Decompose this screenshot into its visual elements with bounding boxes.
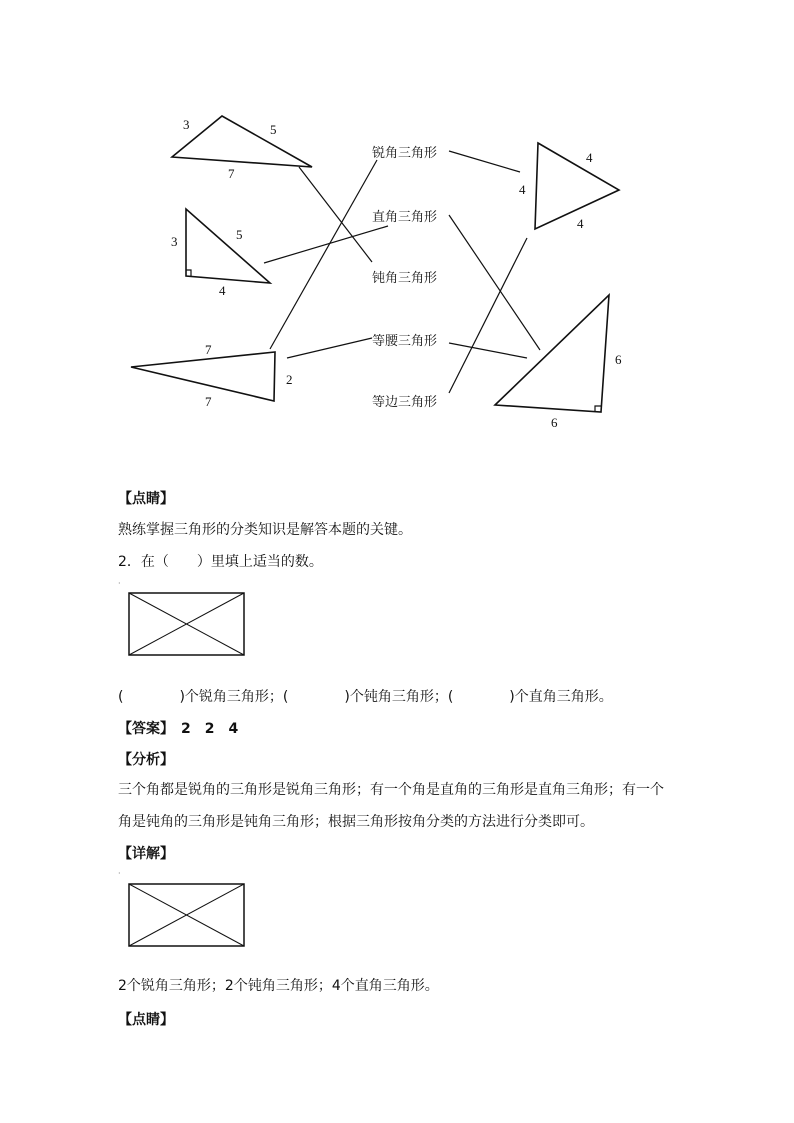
connector-t1-obtuse xyxy=(299,167,372,262)
triangle-3-side-b: 2 xyxy=(286,372,293,387)
connector-t2-right xyxy=(264,226,388,263)
fenxi-line-1: 三个角都是锐角的三角形是锐角三角形；有一个角是直角的三角形是直角三角形；有一个 xyxy=(118,782,664,798)
connector-acute-t4 xyxy=(449,151,520,172)
label-obtuse-triangle: 钝角三角形 xyxy=(372,271,438,286)
triangle-2-side-c: 4 xyxy=(219,283,226,298)
triangle-4-side-a: 4 xyxy=(586,150,593,165)
label-right-triangle: 直角三角形 xyxy=(372,210,438,225)
dianjing-heading-2: 【点睛】 xyxy=(118,1012,174,1028)
triangle-matching-figure xyxy=(0,0,794,460)
small-mark-1: · xyxy=(118,579,121,588)
xiangjie-heading: 【详解】 xyxy=(118,846,174,862)
triangle-6-6-right xyxy=(495,295,609,412)
triangle-3-side-a: 7 xyxy=(205,342,212,357)
answer-line: 【答案】 2 2 4 xyxy=(118,721,239,737)
triangle-3-4-5 xyxy=(186,209,270,283)
connector-t3-isosceles xyxy=(287,338,372,358)
rectangle-diagram-solution xyxy=(128,883,246,948)
triangle-1-side-b: 5 xyxy=(270,122,277,137)
dianjing-text-1: 熟练掌握三角形的分类知识是解答本题的关键。 xyxy=(118,522,412,538)
triangle-1-side-a: 3 xyxy=(183,117,190,132)
xiangjie-result: 2个锐角三角形；2个钝角三角形；4个直角三角形。 xyxy=(118,978,439,994)
small-mark-2: · xyxy=(118,869,121,878)
triangle-3-5-7 xyxy=(172,116,312,167)
fenxi-heading: 【分析】 xyxy=(118,752,174,768)
triangle-7-7-2 xyxy=(131,352,275,401)
label-isosceles-triangle: 等腰三角形 xyxy=(372,334,438,349)
triangle-1-side-c: 7 xyxy=(228,166,235,181)
dianjing-heading-1: 【点睛】 xyxy=(118,491,174,507)
connector-equilateral-t4 xyxy=(449,238,527,393)
triangle-2-side-b: 5 xyxy=(236,227,243,242)
triangle-2-side-a: 3 xyxy=(171,234,178,249)
connector-t3-acute xyxy=(270,160,377,349)
triangle-3-side-c: 7 xyxy=(205,394,212,409)
rectangle-diagram-question xyxy=(128,592,246,657)
triangle-5-side-b: 6 xyxy=(551,415,558,430)
triangle-5-side-a: 6 xyxy=(615,352,622,367)
question-2: 2．在（ ）里填上适当的数。 xyxy=(118,554,323,570)
triangle-4-side-c: 4 xyxy=(577,216,584,231)
connector-isosceles-t5 xyxy=(449,343,527,358)
fill-in-blank-line: ( )个锐角三角形；( )个钝角三角形；( )个直角三角形。 xyxy=(118,689,613,705)
connector-right-t5 xyxy=(449,215,540,350)
label-acute-triangle: 锐角三角形 xyxy=(372,146,438,161)
label-equilateral-triangle: 等边三角形 xyxy=(372,395,438,410)
triangle-4-side-b: 4 xyxy=(519,182,526,197)
fenxi-line-2: 角是钝角的三角形是钝角三角形；根据三角形按角分类的方法进行分类即可。 xyxy=(118,814,594,830)
